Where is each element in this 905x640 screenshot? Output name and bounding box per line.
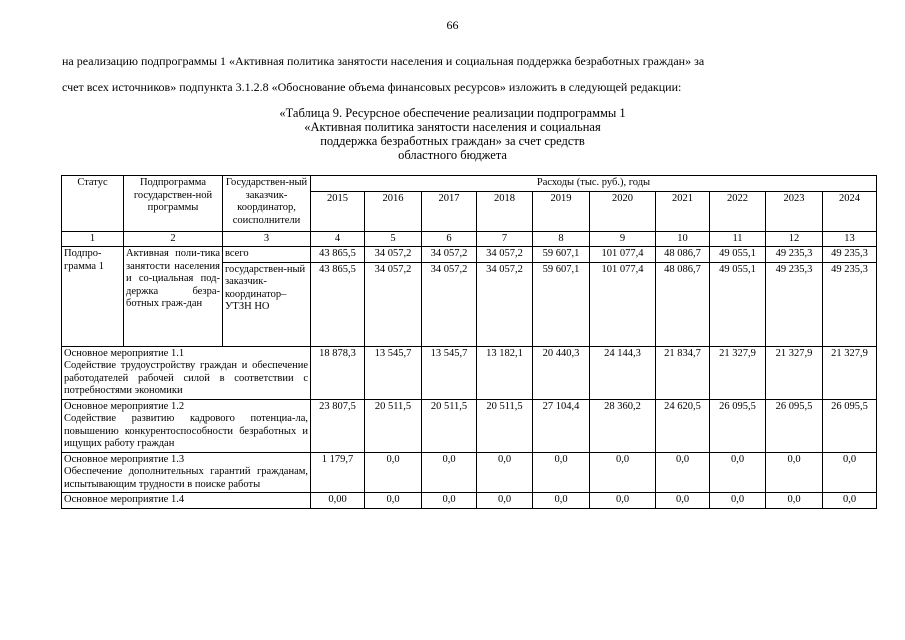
page-number: 66 [446,18,459,32]
year-header: 2020 [590,191,656,231]
col-number: 13 [823,231,877,247]
value-cell: 34 057,2 [477,262,533,346]
measure-description-cell [62,493,311,509]
caption-line-2: «Активная политика занятости населения и социальная [304,120,601,134]
value-cell: 0,0 [710,493,766,509]
col-number: 3 [223,231,311,247]
table-caption [0,106,905,162]
value-cell: 43 865,5 [311,262,365,346]
value-cell: 21 327,9 [766,346,823,399]
value-cell: 24 620,5 [656,399,710,452]
value-cell: 49 055,1 [710,247,766,263]
column-number-row [62,231,877,247]
year-header: 2021 [656,191,710,231]
value-cell: 0,0 [766,452,823,493]
value-cell: 26 095,5 [823,399,877,452]
value-cell: 23 807,5 [311,399,365,452]
value-cell: 20 511,5 [365,399,422,452]
year-header: 2019 [533,191,590,231]
col-number: 8 [533,231,590,247]
value-cell: 59 607,1 [533,262,590,346]
year-header: 2023 [766,191,823,231]
value-cell: 101 077,4 [590,262,656,346]
value-cell: 49 235,3 [766,262,823,346]
value-cell: 0,0 [590,493,656,509]
measure-title: Основное мероприятие 1.1 [64,347,185,359]
col-number: 6 [422,231,477,247]
value-cell: 0,0 [365,452,422,493]
subprogram-total-row [62,247,877,263]
value-cell: 20 511,5 [422,399,477,452]
subprogram-name: Активная поли-тика занятости населения и со-циальная под-держка безра-ботных граж-дан [124,247,223,347]
measure-desc: Обеспечение дополнительных гарантий гражданам, испытывающим трудности в поиске работы [64,466,308,490]
measure-title: Основное мероприятие 1.3 [64,453,185,465]
year-header: 2018 [477,191,533,231]
value-cell: 34 057,2 [365,262,422,346]
year-header: 2024 [823,191,877,231]
value-cell: 18 878,3 [311,346,365,399]
value-cell: 34 057,2 [477,247,533,263]
value-cell: 48 086,7 [656,247,710,263]
resource-table [61,175,877,509]
value-cell: 0,0 [365,493,422,509]
value-cell: 34 057,2 [422,247,477,263]
value-cell: 0,0 [590,452,656,493]
value-cell: 0,0 [823,493,877,509]
col-number: 11 [710,231,766,247]
value-cell: 1 179,7 [311,452,365,493]
measure-desc: Содействие трудоустройству граждан и обеспечение работодателей рабочей силой в соответствии с потребностями экономики [64,360,308,396]
value-cell: 0,0 [533,493,590,509]
caption-line-4: областного бюджета [398,148,507,162]
value-cell: 0,0 [656,493,710,509]
measure-title: Основное мероприятие 1.2 [64,400,185,412]
year-header: 2022 [710,191,766,231]
intro-line-1: на реализацию подпрограммы 1 «Активная политика занятости населения и социальная поддержка безработных граждан» за [62,54,705,68]
col-number: 5 [365,231,422,247]
year-header: 2015 [311,191,365,231]
value-cell: 101 077,4 [590,247,656,263]
value-cell: 49 055,1 [710,262,766,346]
value-cell: 26 095,5 [710,399,766,452]
measure-description-cell [62,452,311,493]
value-cell: 43 865,5 [311,247,365,263]
value-cell: 21 834,7 [656,346,710,399]
value-cell: 0,0 [477,452,533,493]
col-number: 2 [124,231,223,247]
value-cell: 13 545,7 [422,346,477,399]
year-header: 2016 [365,191,422,231]
value-cell: 49 235,3 [823,247,877,263]
value-cell: 20 511,5 [477,399,533,452]
year-header: 2017 [422,191,477,231]
value-cell: 13 545,7 [365,346,422,399]
col-number: 1 [62,231,124,247]
value-cell: 0,0 [710,452,766,493]
value-cell: 34 057,2 [365,247,422,263]
header-status: Статус [62,176,124,232]
measure-title: Основное мероприятие 1.4 [64,494,185,505]
value-cell: 13 182,1 [477,346,533,399]
value-cell: 34 057,2 [422,262,477,346]
value-cell: 59 607,1 [533,247,590,263]
total-label: всего [223,247,311,263]
caption-line-3: поддержка безработных граждан» за счет средств [320,134,585,148]
value-cell: 21 327,9 [710,346,766,399]
measure-description-cell [62,346,311,399]
measure-description-cell [62,399,311,452]
value-cell: 26 095,5 [766,399,823,452]
col-number: 9 [590,231,656,247]
value-cell: 24 144,3 [590,346,656,399]
col-number: 7 [477,231,533,247]
value-cell: 48 086,7 [656,262,710,346]
value-cell: 28 360,2 [590,399,656,452]
subprogram-status: Подпро-грамма 1 [62,247,124,347]
customer-label: государствен-ный заказчик-координатор–УТЗН НО [223,262,311,346]
value-cell: 0,0 [422,493,477,509]
value-cell: 0,0 [533,452,590,493]
col-number: 12 [766,231,823,247]
value-cell: 0,0 [477,493,533,509]
measure-row [62,399,877,452]
measure-row [62,452,877,493]
header-customer: Государствен-ный заказчик-координатор, соисполнители [223,176,311,232]
measure-row [62,346,877,399]
header-expenses: Расходы (тыс. руб.), годы [311,176,877,192]
col-number: 4 [311,231,365,247]
value-cell: 0,0 [422,452,477,493]
header-subprogram: Подпрограмма государствен-ной программы [124,176,223,232]
value-cell: 27 104,4 [533,399,590,452]
value-cell: 0,00 [311,493,365,509]
measure-desc: Содействие развитию кадрового потенциа-ла, повышению конкурентоспособности безработных и ищущих работу граждан [64,413,308,449]
col-number: 10 [656,231,710,247]
value-cell: 49 235,3 [766,247,823,263]
value-cell: 0,0 [823,452,877,493]
value-cell: 20 440,3 [533,346,590,399]
value-cell: 21 327,9 [823,346,877,399]
measure-row [62,493,877,509]
value-cell: 0,0 [656,452,710,493]
caption-line-1: «Таблица 9. Ресурсное обеспечение реализации подпрограммы 1 [279,106,626,120]
value-cell: 49 235,3 [823,262,877,346]
intro-line-2: счет всех источников» подпункта 3.1.2.8 «Обоснование объема финансовых ресурсов» изложить в следующей редакции: [62,80,682,94]
header-row-1 [62,176,877,192]
value-cell: 0,0 [766,493,823,509]
